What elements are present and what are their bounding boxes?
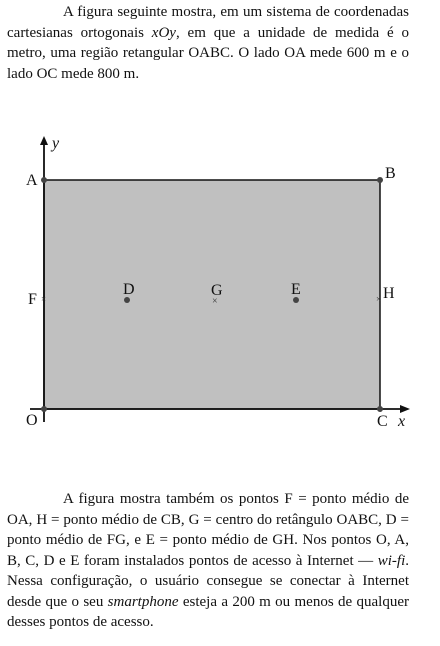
label-c: C (377, 413, 388, 430)
x-axis-arrow (400, 405, 410, 413)
point-c (377, 406, 383, 412)
label-b: B (385, 165, 396, 182)
label-g: G (211, 282, 223, 299)
desc-part1: A figura mostra também os pontos F = ponto médio de OA, H = ponto médio de CB, G = centro do retângulo OABC, D = ponto médio de FG, e E = ponto médio de GH. Nos pontos O, A, B, C, D e E foram instalados pontos de acesso à Internet — (7, 491, 409, 569)
desc-part3: esteja a 200 m ou menos de qualquer desses pontos de acesso. (7, 593, 409, 630)
mark-g: × (212, 296, 218, 307)
intro-paragraph (7, 2, 409, 84)
label-o: O (26, 412, 38, 429)
label-d: D (123, 281, 135, 298)
label-x-axis: x (398, 413, 406, 430)
label-e: E (291, 281, 301, 298)
label-y-axis: y (52, 135, 60, 152)
point-o (41, 406, 47, 412)
smartphone-term: smartphone (107, 593, 179, 610)
intro-rest: , em que a unidade de medida é o metro, uma região retangular OABC. O lado OA mede 600 m e o lado OC mede 800 m. (7, 24, 409, 82)
coordinate-figure (0, 130, 440, 440)
xoy-term: xOy (151, 24, 176, 41)
mark-f: × (41, 294, 47, 304)
desc-part2: . Nessa configuração, o usuário consegue se conectar à Internet desde que o seu (7, 552, 409, 610)
label-f: F (28, 291, 37, 308)
label-a: A (26, 172, 38, 189)
point-b (377, 177, 383, 183)
intro-lead: A figura seguinte mostra, em um sistema de coordenadas cartesianas ortogonais (7, 4, 409, 41)
y-axis-arrow (40, 136, 48, 145)
label-h: H (383, 285, 395, 302)
point-a (41, 177, 47, 183)
description-paragraph (7, 489, 409, 633)
mark-h: × (376, 294, 382, 304)
wifi-term: wi-fi (377, 552, 406, 569)
